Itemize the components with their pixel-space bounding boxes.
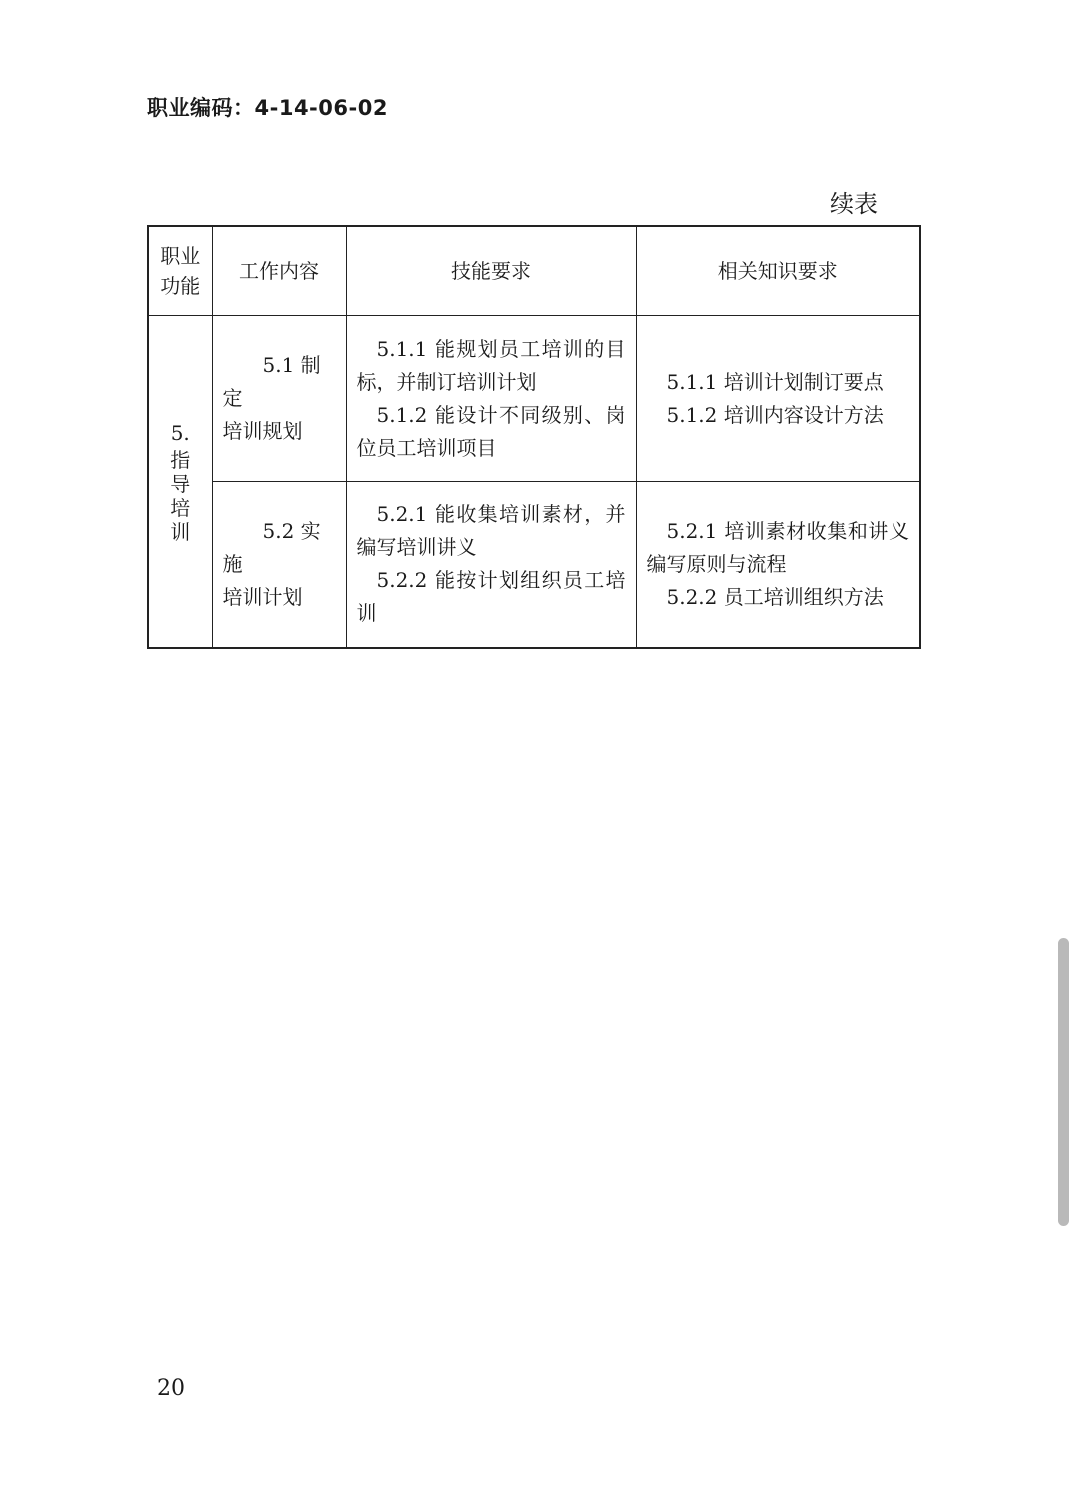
work-content-cell xyxy=(212,482,346,648)
skill-standard-table xyxy=(147,225,921,649)
knowledge-requirements-cell xyxy=(636,316,920,482)
work-content-line: 培训规划 xyxy=(222,419,303,443)
header-occupation-function: 职业 功能 xyxy=(148,226,212,316)
work-content-line: 5.1 制定 xyxy=(222,353,321,410)
table-row xyxy=(148,316,920,482)
skill-item: 5.1.2 能设计不同级别、岗位员工培训项目 xyxy=(356,402,626,460)
continued-label: 续表 xyxy=(830,190,878,218)
header-skill-requirements: 技能要求 xyxy=(346,226,636,316)
skill-requirements-cell xyxy=(346,316,636,482)
work-content-line: 5.2 实施 xyxy=(222,518,321,576)
skill-item: 5.2.2 能按计划组织员工培训 xyxy=(356,568,626,626)
occupation-code: 职业编码：4-14-06-02 xyxy=(147,96,388,120)
work-content-cell xyxy=(212,316,346,482)
knowledge-item: 5.1.1 培训计划制订要点 xyxy=(666,369,884,394)
function-name: 指导培训 xyxy=(170,448,191,545)
occupation-function-cell xyxy=(148,316,212,648)
table-row xyxy=(148,482,920,648)
knowledge-item: 5.2.2 员工培训组织方法 xyxy=(666,584,884,609)
table-header-row xyxy=(148,226,920,316)
skill-item: 5.2.1 能收集培训素材，并编写培训讲义 xyxy=(356,502,626,560)
work-content-line: 培训计划 xyxy=(222,584,303,609)
page-number: 20 xyxy=(157,1376,185,1401)
knowledge-requirements-cell xyxy=(636,482,920,648)
knowledge-item: 5.1.2 培训内容设计方法 xyxy=(666,402,884,427)
vertical-scrollbar[interactable] xyxy=(1058,938,1069,1226)
knowledge-item: 5.2.1 培训素材收集和讲义编写原则与流程 xyxy=(646,518,909,576)
header-knowledge-requirements: 相关知识要求 xyxy=(636,226,920,316)
function-number: 5. xyxy=(170,421,190,446)
skill-requirements-cell xyxy=(346,482,636,648)
header-work-content: 工作内容 xyxy=(212,226,346,316)
skill-item: 5.1.1 能规划员工培训的目标，并制订培训计划 xyxy=(356,336,626,394)
